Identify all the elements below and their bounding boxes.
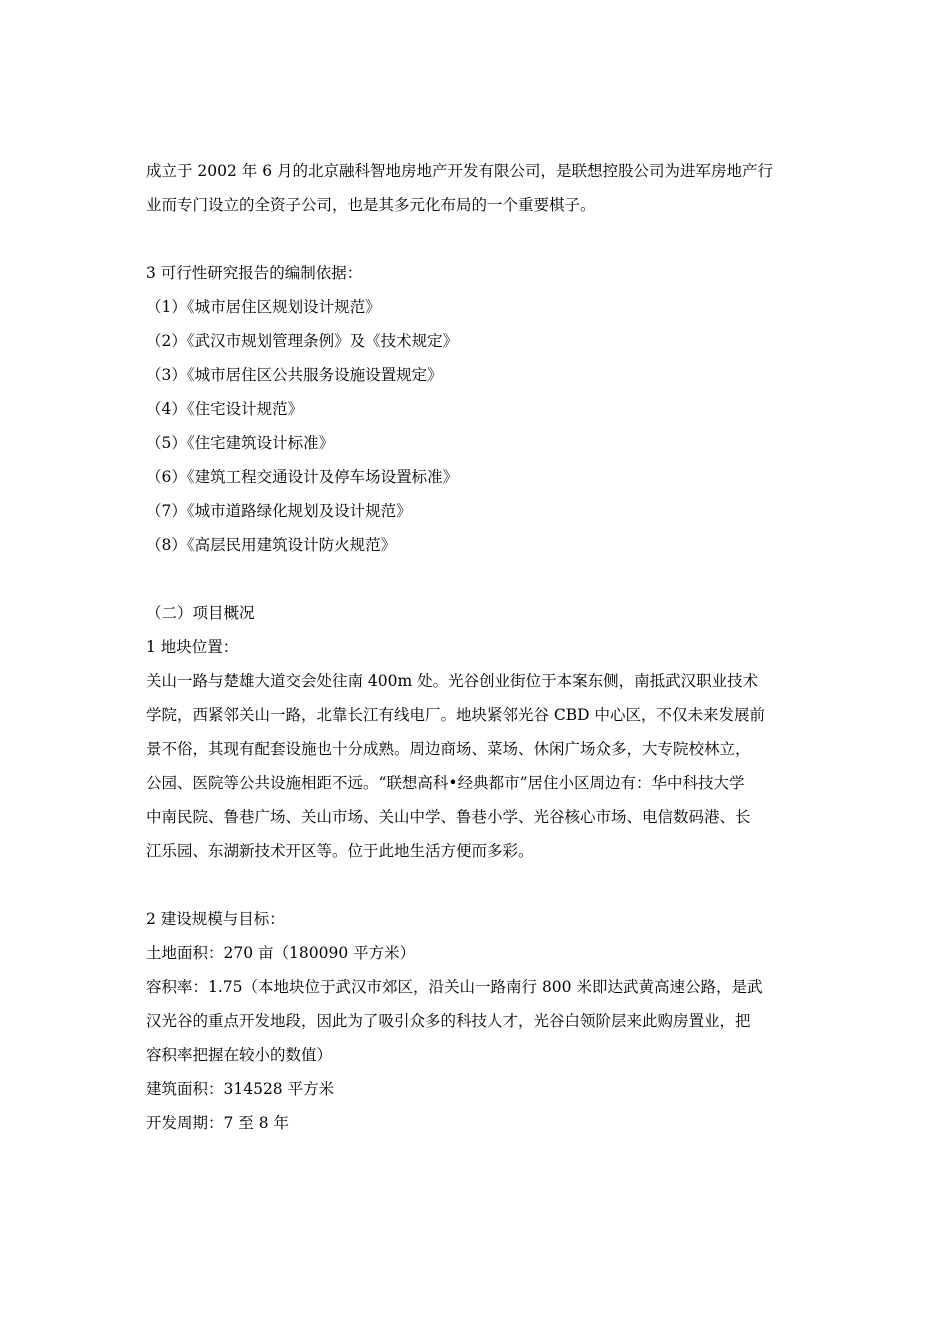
location-line: 学院，西紧邻关山一路，北靠长江有线电厂。地块紧邻光谷 CBD 中心区，不仅未来发展前 xyxy=(146,706,766,724)
spacer xyxy=(146,562,816,596)
location-line: 关山一路与楚雄大道交会处往南 400m 处。光谷创业街位于本案东侧，南抵武汉职业技术 xyxy=(146,672,759,690)
intro-line: 业而专门设立的全资子公司，也是其多元化布局的一个重要棋子。 xyxy=(146,196,596,214)
basis-section xyxy=(146,256,816,562)
far-line: 容积率把握在较小的数值） xyxy=(146,1046,333,1064)
intro-paragraph xyxy=(146,154,816,222)
spacer xyxy=(146,868,816,902)
basis-item: （2）《武汉市规划管理条例》及《技术规定》 xyxy=(146,332,459,350)
far-line: 汉光谷的重点开发地段，因此为了吸引众多的科技人才，光谷白领阶层来此购房置业，把 xyxy=(146,1012,751,1030)
overview-heading: （二）项目概况 xyxy=(146,604,255,622)
location-line: 景不俗，其现有配套设施也十分成熟。周边商场、菜场、休闲广场众多，大专院校林立， xyxy=(146,740,751,758)
spacer xyxy=(146,222,816,256)
scale-heading: 2 建设规模与目标： xyxy=(146,910,285,928)
document-page xyxy=(146,154,816,1140)
basis-item: （7）《城市道路绿化规划及设计规范》 xyxy=(146,502,412,520)
overview-section xyxy=(146,596,816,868)
development-period: 开发周期：7 至 8 年 xyxy=(146,1114,290,1132)
basis-item: （4）《住宅设计规范》 xyxy=(146,400,304,418)
basis-item: （1）《城市居住区规划设计规范》 xyxy=(146,298,381,316)
location-line: 中南民院、鲁巷广场、关山市场、关山中学、鲁巷小学、光谷核心市场、电信数码港、长 xyxy=(146,808,751,826)
location-line: 江乐园、东湖新技术开区等。位于此地生活方便而多彩。 xyxy=(146,842,534,860)
intro-line: 成立于 2002 年 6 月的北京融科智地房地产开发有限公司，是联想控股公司为进军房地产行 xyxy=(146,162,774,180)
floor-area: 建筑面积：314528 平方米 xyxy=(146,1080,335,1098)
basis-heading: 3 可行性研究报告的编制依据： xyxy=(146,264,363,282)
basis-item: （6）《建筑工程交通设计及停车场设置标准》 xyxy=(146,468,459,486)
basis-item: （3）《城市居住区公共服务设施设置规定》 xyxy=(146,366,443,384)
location-heading: 1 地块位置： xyxy=(146,638,239,656)
land-area: 土地面积：270 亩（180090 平方米） xyxy=(146,944,416,962)
location-line: 公园、医院等公共设施相距不远。“联想高科•经典都市”居住小区周边有：华中科技大学 xyxy=(146,774,745,792)
basis-item: （8）《高层民用建筑设计防火规范》 xyxy=(146,536,397,554)
basis-item: （5）《住宅建筑设计标准》 xyxy=(146,434,335,452)
scale-section xyxy=(146,902,816,1140)
far-line: 容积率：1.75（本地块位于武汉市郊区，沿关山一路南行 800 米即达武黄高速公路，是武 xyxy=(146,978,763,996)
